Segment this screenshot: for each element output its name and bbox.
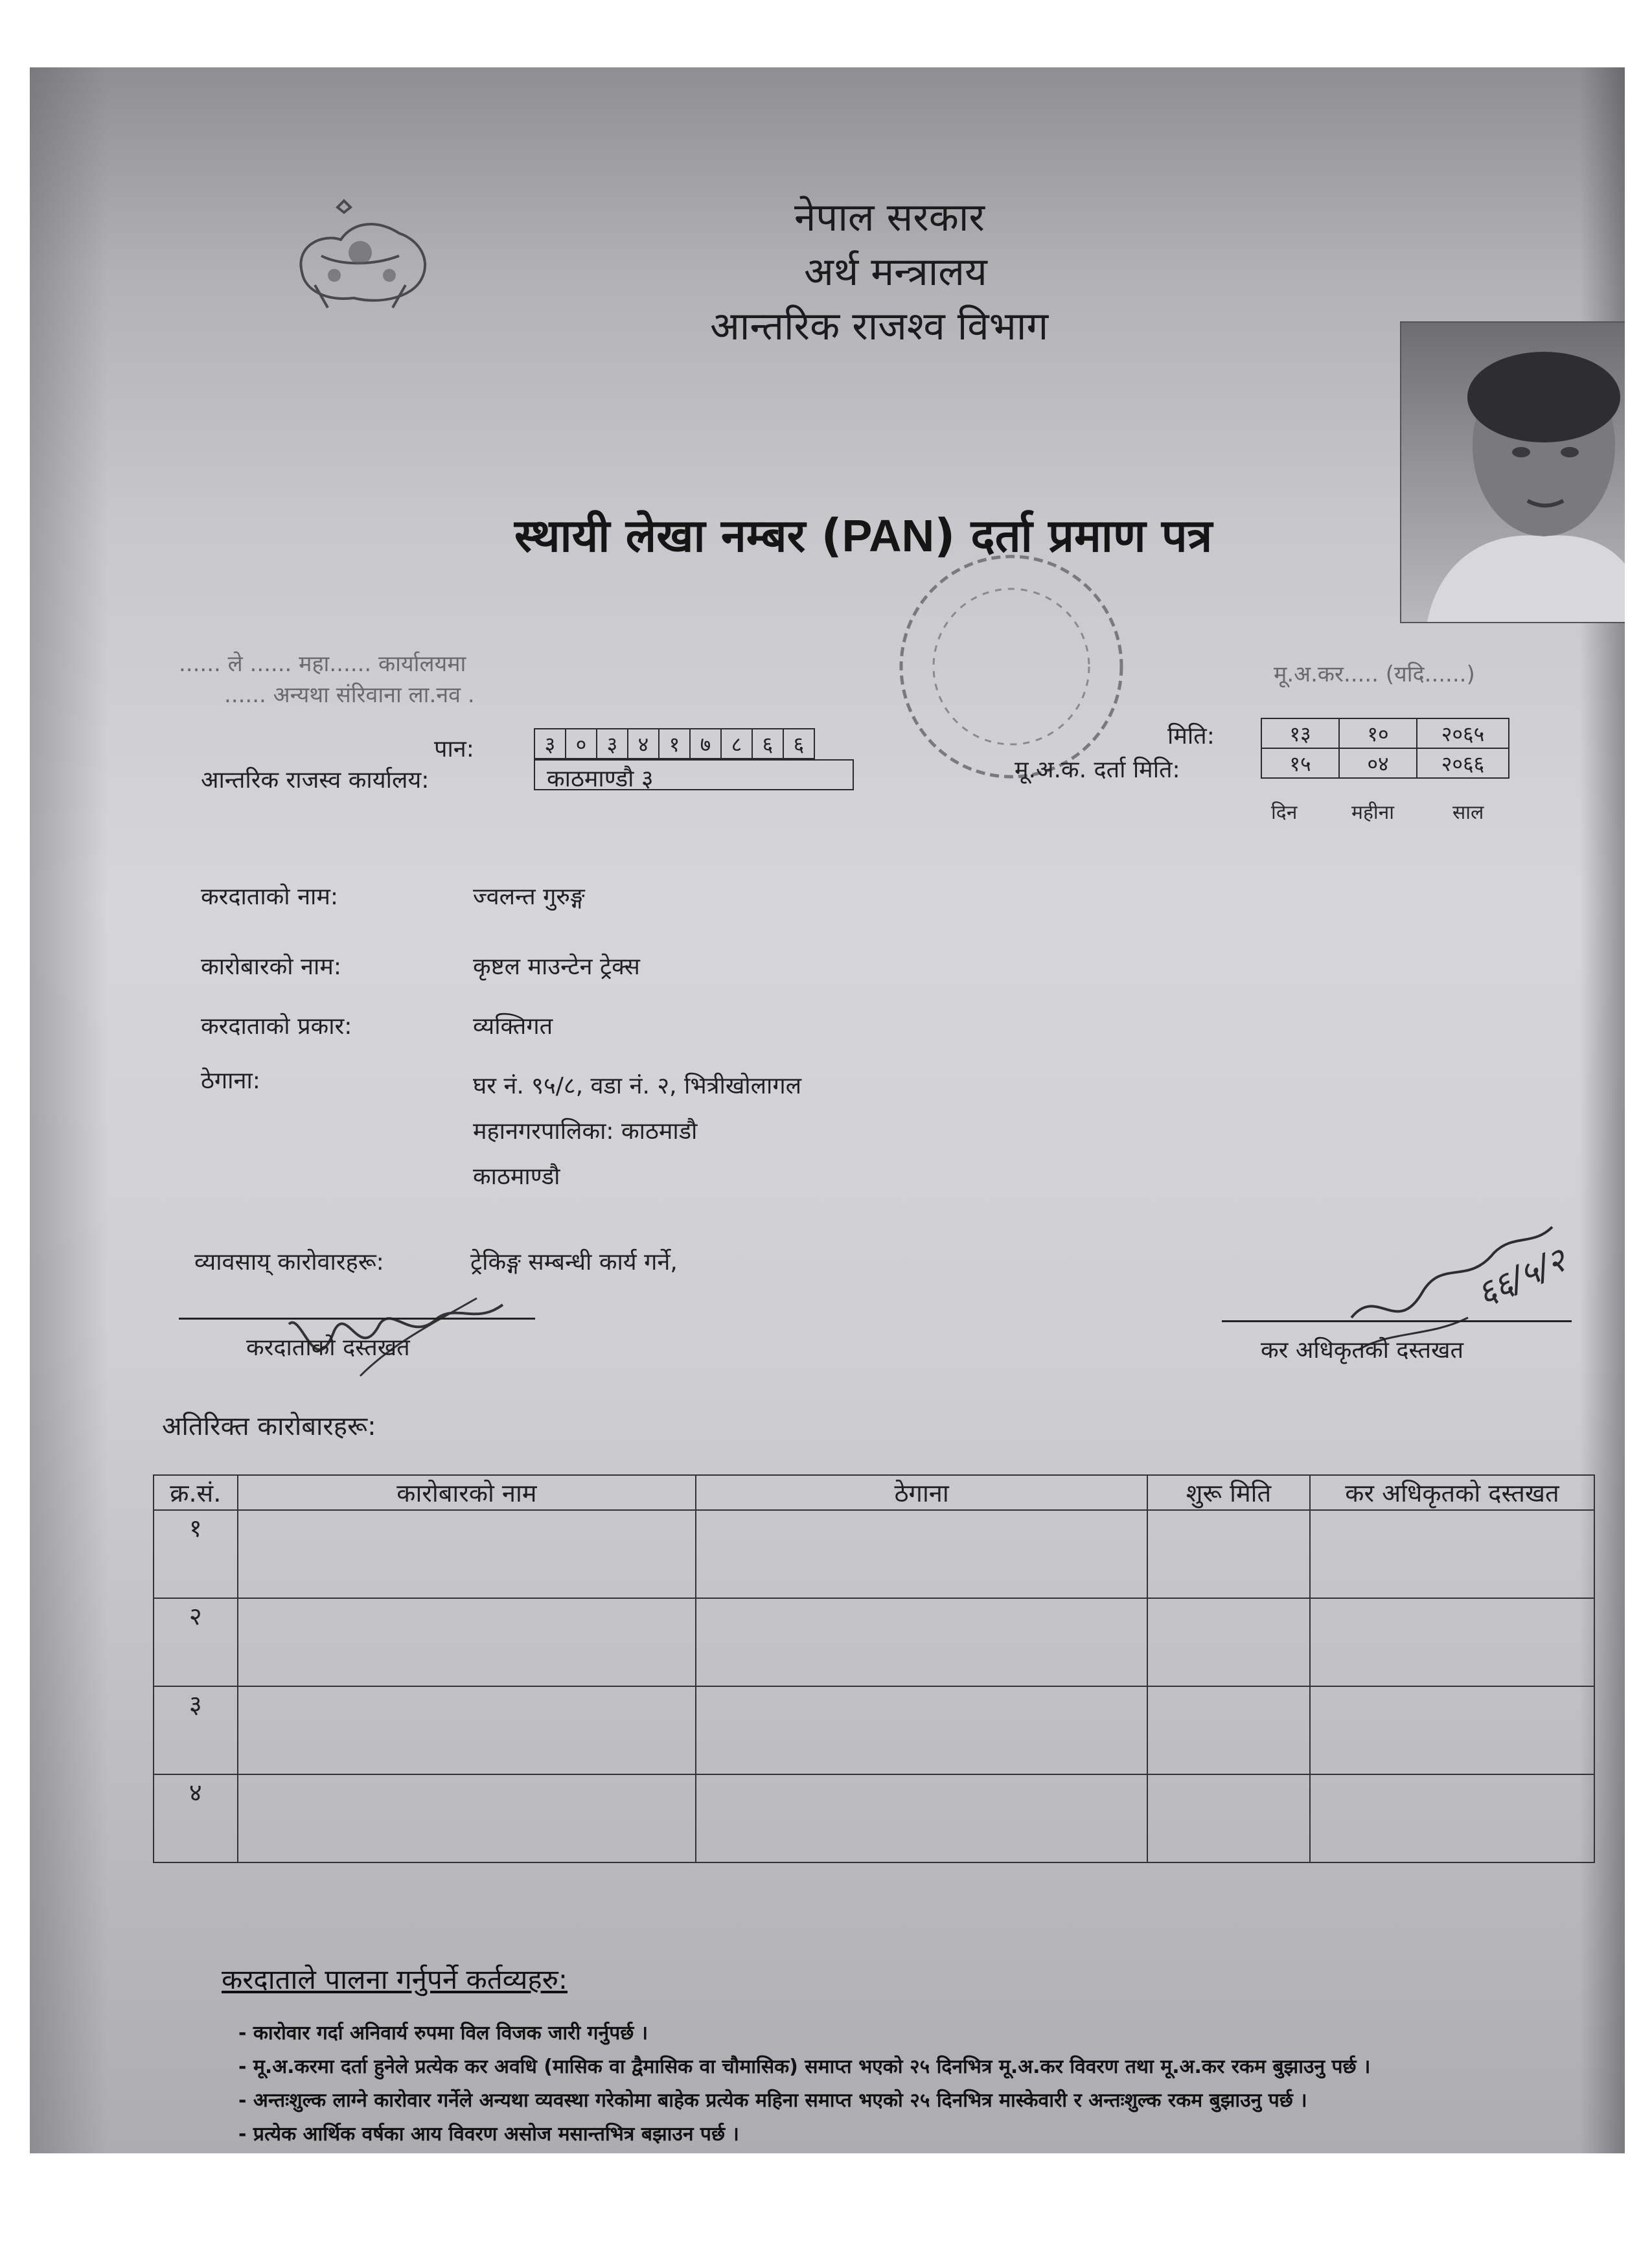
business-name-label: कारोबारको नाम: bbox=[201, 954, 342, 980]
pan-digit: ६ bbox=[753, 729, 784, 758]
pan-digit: १ bbox=[660, 729, 691, 758]
additional-heading: अतिरिक्त कारोबारहरू: bbox=[162, 1412, 376, 1441]
title-after: ) दर्ता प्रमाण पत्र bbox=[934, 509, 1213, 562]
faded-note-1: ...... ले ...... महा...... कार्यालयमा bbox=[179, 651, 466, 677]
office-label: आन्तरिक राजस्व कार्यालय: bbox=[201, 767, 430, 794]
table-cell bbox=[696, 1510, 1147, 1598]
pan-digit: ८ bbox=[722, 729, 753, 758]
duty-item: - अन्तःशुल्क लाग्ने कारोवार गर्नेले अन्यथा व्यवस्था गरेकोमा बाहेक प्रत्येक महिना समाप्त भएको २५ दिनभित्र मास्केवारी र अन्तःशुल्क रकम बुझाउनु पर्छ । bbox=[238, 2089, 1307, 2112]
person-portrait-icon bbox=[1401, 323, 1625, 622]
column-header: कर अधिकृतको दस्तखत bbox=[1310, 1475, 1594, 1510]
table-cell bbox=[1310, 1774, 1594, 1862]
additional-table-wrap bbox=[152, 1474, 1596, 1863]
activities-value: ट्रेकिङ्ग सम्बन्धी कार्य गर्ने, bbox=[470, 1249, 678, 1276]
header-line-1: नेपाल सरकार bbox=[794, 195, 985, 240]
legend-day: दिन bbox=[1271, 801, 1298, 824]
date-day: १३ bbox=[1261, 718, 1339, 748]
activities-label: व्यावसाय् कारोवारहरू: bbox=[194, 1249, 384, 1276]
office-value: काठमाण्डौ ३ bbox=[547, 766, 654, 792]
column-header: शुरू मिति bbox=[1147, 1475, 1310, 1510]
date-month: १० bbox=[1339, 718, 1417, 748]
business-name-value: कृष्टल माउन्टेन ट्रेक्स bbox=[473, 954, 640, 980]
table-cell bbox=[1310, 1598, 1594, 1686]
taxpayer-signature-label: करदाताको दस्तखत bbox=[246, 1334, 410, 1361]
pan-digit: ६ bbox=[793, 731, 805, 757]
office-stamp-icon bbox=[891, 547, 1131, 786]
date-table bbox=[1261, 718, 1509, 779]
duties-heading: करदाताले पालना गर्नुपर्ने कर्तव्यहरु: bbox=[222, 1964, 568, 1995]
vat-date-day: १५ bbox=[1261, 748, 1339, 778]
duty-item: - कारोवार गर्दा अनिवार्य रुपमा विल विजक जारी गर्नुपर्छ । bbox=[238, 2022, 648, 2045]
table-cell bbox=[696, 1774, 1147, 1862]
taxpayer-name-value: ज्वलन्त गुरुङ्ग bbox=[473, 884, 585, 910]
row-number: १ bbox=[154, 1510, 238, 1598]
row-number: २ bbox=[154, 1598, 238, 1686]
scanned-certificate bbox=[30, 67, 1625, 2153]
table-row bbox=[154, 1598, 1594, 1686]
header-line-2: अर्थ मन्त्रालय bbox=[804, 249, 987, 295]
title-before: स्थायी लेखा नम्बर ( bbox=[514, 509, 842, 562]
pan-digit: ३ bbox=[535, 729, 566, 758]
pan-digit: ३ bbox=[597, 729, 628, 758]
pan-label: पान: bbox=[434, 736, 474, 762]
pan-digit: ७ bbox=[691, 729, 722, 758]
duty-item: - मू.अ.करमा दर्ता हुनेले प्रत्येक कर अवधि (मासिक वा द्वैमासिक वा चौमासिक) समाप्त भएको २५ दिनभित्र मू.अ.कर विवरण तथा मू.अ.कर रकम बुझाउनु पर्छ । bbox=[238, 2056, 1371, 2078]
nepal-emblem-icon bbox=[276, 194, 444, 317]
table-header-row bbox=[154, 1475, 1594, 1510]
address-label: ठेगाना: bbox=[201, 1068, 260, 1094]
office-value-box bbox=[534, 759, 854, 790]
taxpayer-signature-line bbox=[179, 1318, 535, 1320]
date-year: २०६५ bbox=[1417, 718, 1509, 748]
table-row bbox=[154, 1774, 1594, 1862]
table-cell bbox=[1147, 1774, 1310, 1862]
column-header: क्र.सं. bbox=[154, 1475, 238, 1510]
faded-note-3: मू.अ.कर..... (यदि......) bbox=[1274, 661, 1475, 687]
table-cell bbox=[238, 1598, 696, 1686]
date-row bbox=[1261, 718, 1509, 748]
legend-year: साल bbox=[1452, 801, 1484, 824]
table-cell bbox=[238, 1774, 696, 1862]
column-header: ठेगाना bbox=[696, 1475, 1147, 1510]
vat-date-label: मू.अ.क. दर्ता मिति: bbox=[1015, 757, 1180, 783]
address-line-3: काठमाण्डौ bbox=[473, 1163, 560, 1190]
date-label: मिति: bbox=[1167, 723, 1215, 750]
scan-shadow-left bbox=[30, 67, 108, 2153]
title-pan: PAN bbox=[842, 510, 935, 561]
legend-month: महीना bbox=[1351, 801, 1395, 824]
table-cell bbox=[1147, 1598, 1310, 1686]
vat-date-month: ०४ bbox=[1339, 748, 1417, 778]
table-cell bbox=[238, 1686, 696, 1774]
pan-digit: ० bbox=[566, 729, 597, 758]
address-line-1: घर नं. ९५/८, वडा नं. २, भित्रीखोलागल bbox=[473, 1073, 802, 1099]
faded-note-2: ...... अन्यथा संरिवाना ला.नव . bbox=[224, 682, 475, 708]
officer-signature-label: कर अधिकृतको दस्तखत bbox=[1261, 1337, 1463, 1364]
officer-signature-date: ६६/५/२ bbox=[1471, 1241, 1572, 1314]
row-number: ३ bbox=[154, 1686, 238, 1774]
table-row bbox=[154, 1686, 1594, 1774]
table-cell bbox=[696, 1598, 1147, 1686]
officer-signature-line bbox=[1222, 1320, 1572, 1322]
row-number: ४ bbox=[154, 1774, 238, 1862]
vat-date-year: २०६६ bbox=[1417, 748, 1509, 778]
taxpayer-type-label: करदाताको प्रकार: bbox=[201, 1013, 352, 1040]
additional-table bbox=[153, 1474, 1595, 1863]
header-line-3: आन्तरिक राजश्व विभाग bbox=[710, 304, 1049, 349]
pan-number-boxes bbox=[534, 728, 815, 759]
table-row bbox=[154, 1510, 1594, 1598]
pan-digit: ४ bbox=[628, 729, 660, 758]
taxpayer-photo bbox=[1400, 321, 1625, 623]
taxpayer-name-label: करदाताको नाम: bbox=[201, 884, 339, 910]
table-cell bbox=[696, 1686, 1147, 1774]
table-cell bbox=[1310, 1510, 1594, 1598]
table-cell bbox=[238, 1510, 696, 1598]
table-cell bbox=[1147, 1686, 1310, 1774]
table-cell bbox=[1310, 1686, 1594, 1774]
address-line-2: महानगरपालिका: काठमाडौ bbox=[473, 1118, 698, 1145]
duty-item: - प्रत्येक आर्थिक वर्षका आय विवरण असोज मसान्तभित्र बझाउन पर्छ । bbox=[238, 2123, 739, 2146]
vat-date-row bbox=[1261, 748, 1509, 778]
taxpayer-type-value: व्यक्तिगत bbox=[473, 1013, 553, 1040]
column-header: कारोबारको नाम bbox=[238, 1475, 696, 1510]
table-cell bbox=[1147, 1510, 1310, 1598]
